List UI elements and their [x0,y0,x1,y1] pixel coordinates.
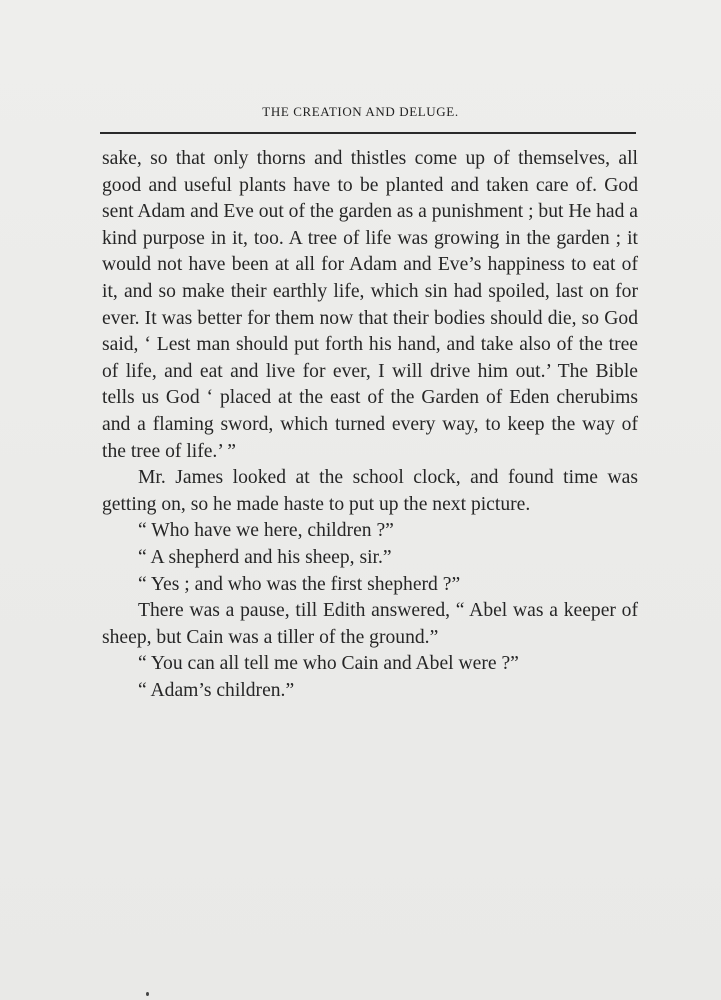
paragraph-continuation: sake, so that only thorns and thistles come up of themselves, all good and useful plants have to be planted and taken care of. God sent Adam and Eve out of the garden as a punishment ; but He had a kind purpose in it, too. A tree of life was growing in the garden ; it would not have been at all for Adam and Eve’s happiness to eat of it, and so make their earthly life, which sin had spoiled, last on for ever. It was better for them now that their bodies should die, so God said, ‘ Lest man should put forth his hand, and take also of the tree of life, and eat and live for ever, I will drive him out.’ The Bible tells us God ‘ placed at the east of the Garden of Eden cherubims and a flaming sword, which turned every way, to keep the way of the tree of life.’ ” [102,148,638,462]
dialogue-line: “ You can all tell me who Cain and Abel were ?” [138,653,519,675]
paragraph: Mr. James looked at the school clock, and found time was getting on, so he made haste to put up the next picture. [102,467,638,515]
dialogue-line: “ Yes ; and who was the first shepherd ?” [138,573,461,595]
running-head: THE CREATION AND DELUGE. [262,104,459,119]
dialogue-line: “ A shepherd and his sheep, sir.” [138,546,392,568]
ink-speck [146,992,149,996]
paragraph: There was a pause, till Edith answered, “ Abel was a keeper of sheep, but Cain was a tiller of the ground.” [102,600,638,648]
dialogue-line: “ Who have we here, children ?” [138,520,394,542]
body-text [102,146,638,704]
dialogue-line: “ Adam’s children.” [138,679,295,701]
header-rule [100,132,636,134]
